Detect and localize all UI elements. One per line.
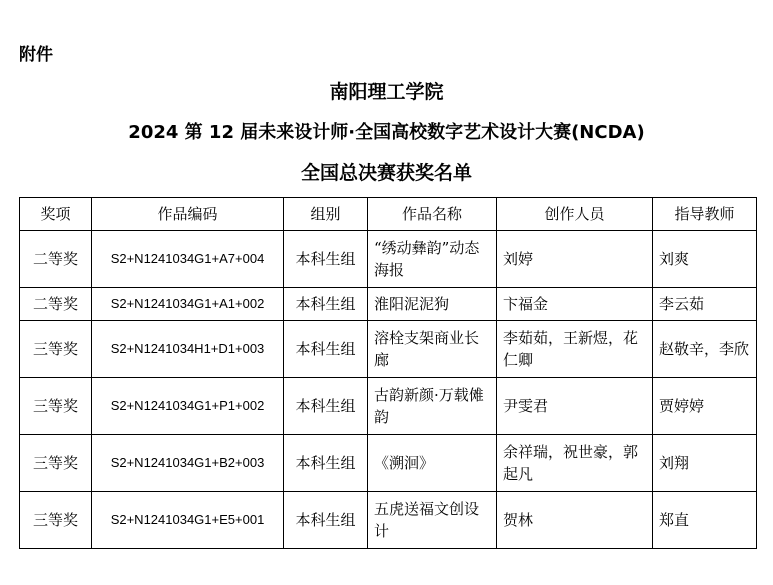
work-name-cell: “绣动彝韵”动态海报 [368,231,497,288]
list-title: 全国总决赛获奖名单 [300,162,472,184]
table-row [20,378,757,435]
advisor-cell: 赵敬辛，李欣 [653,321,757,378]
group-cell: 本科生组 [284,288,368,321]
code-cell: S2+N1241034G1+P1+002 [92,378,284,435]
advisor-cell: 贾婷婷 [653,378,757,435]
table-header-row [20,198,757,231]
award-cell: 三等奖 [20,492,92,549]
award-cell: 三等奖 [20,435,92,492]
school-title: 南阳理工学院 [329,81,444,103]
column-header-advisor: 指导教师 [653,198,757,231]
creators-cell: 李茹茹，王新煜，花仁卿 [497,321,653,378]
award-cell: 三等奖 [20,321,92,378]
creators-cell: 刘婷 [497,231,653,288]
code-cell: S2+N1241034G1+A1+002 [92,288,284,321]
work-name-cell: 五虎送福文创设计 [368,492,497,549]
column-header-work-name: 作品名称 [368,198,497,231]
table-row [20,321,757,378]
code-cell: S2+N1241034G1+B2+003 [92,435,284,492]
column-header-creators: 创作人员 [497,198,653,231]
column-header-code: 作品编码 [92,198,284,231]
column-header-award: 奖项 [20,198,92,231]
creators-cell: 尹雯君 [497,378,653,435]
work-name-cell: 溶栓支架商业长廊 [368,321,497,378]
advisor-cell: 李云茹 [653,288,757,321]
group-cell: 本科生组 [284,321,368,378]
work-name-cell: 《溯洄》 [368,435,497,492]
advisor-cell: 刘爽 [653,231,757,288]
attachment-label: 附件 [19,45,53,65]
creators-cell: 余祥瑞，祝世豪，郭起凡 [497,435,653,492]
award-cell: 二等奖 [20,231,92,288]
creators-cell: 卞福金 [497,288,653,321]
work-name-cell: 古韵新颜·万载傩韵 [368,378,497,435]
code-cell: S2+N1241034H1+D1+003 [92,321,284,378]
advisor-cell: 刘翔 [653,435,757,492]
work-name-cell: 淮阳泥泥狗 [368,288,497,321]
competition-title: 2024 第 12 届未来设计师·全国高校数字艺术设计大赛(NCDA) [128,122,645,143]
code-cell: S2+N1241034G1+E5+001 [92,492,284,549]
award-table [19,197,757,549]
column-header-group: 组别 [284,198,368,231]
table-row [20,231,757,288]
table-row [20,492,757,549]
award-cell: 二等奖 [20,288,92,321]
group-cell: 本科生组 [284,378,368,435]
table-row [20,288,757,321]
table-row [20,435,757,492]
group-cell: 本科生组 [284,231,368,288]
creators-cell: 贺林 [497,492,653,549]
code-cell: S2+N1241034G1+A7+004 [92,231,284,288]
group-cell: 本科生组 [284,435,368,492]
award-cell: 三等奖 [20,378,92,435]
advisor-cell: 郑直 [653,492,757,549]
group-cell: 本科生组 [284,492,368,549]
